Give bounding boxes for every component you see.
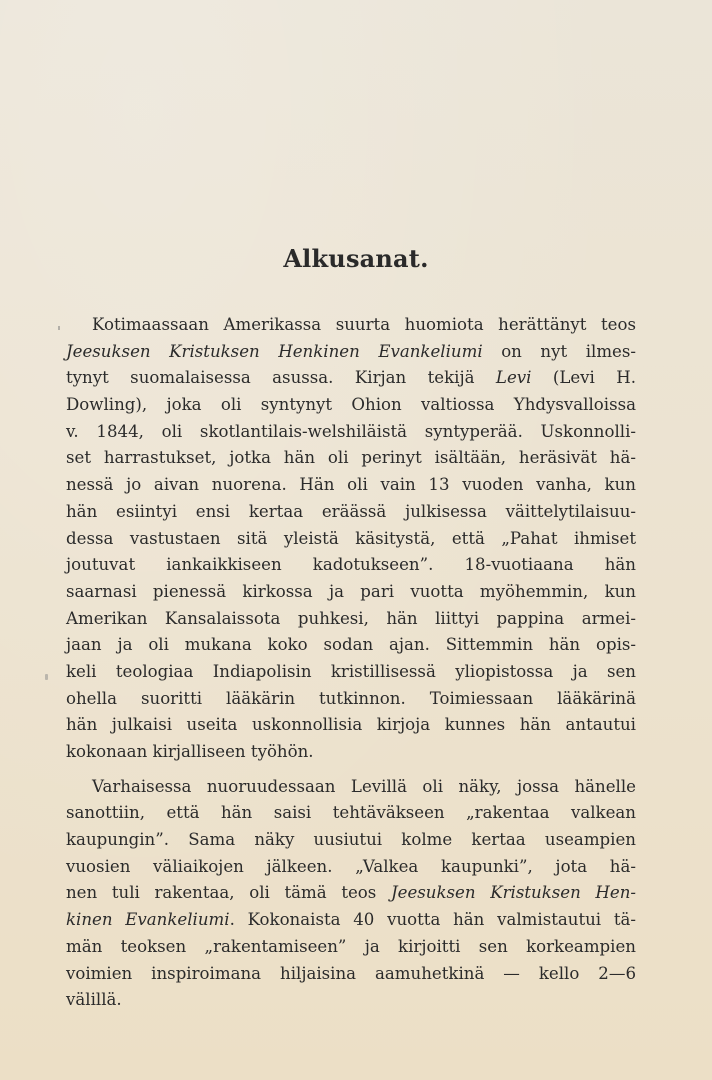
text-line [66,907,636,934]
text-line [66,827,636,854]
text-run: Amerikan Kansalaissota puhkesi, hän liittyi pappina armei- [66,608,636,628]
text-line [66,365,636,392]
text-run: . Kokonaista 40 vuotta hän valmistautui tä- [229,910,637,930]
text-run: set harrastukset, jotka hän oli perinyt isältään, heräsivät hä- [66,448,636,468]
text-line [66,934,636,961]
text-run: on nyt ilmes- [482,341,636,361]
text-line [66,445,636,472]
text-run: sanottiin, että hän saisi tehtäväkseen „rakentaa valkean [66,803,636,823]
text-run: jaan ja oli mukana koko sodan ajan. Sittemmin hän opis- [66,635,636,655]
text-line [66,632,636,659]
text-line [66,961,636,988]
italic-title-text: Jeesuksen Kristuksen Henkinen Evankeliumi [66,341,483,361]
body-text [66,312,636,1014]
text-line [66,606,636,633]
text-line [66,339,636,366]
text-line [66,987,636,1014]
text-line [66,419,636,446]
text-line [66,526,636,553]
text-run: hän esiintyi ensi kertaa eräässä julkisessa väittelytilaisuu- [66,501,636,521]
text-run: Varhaisessa nuoruudessaan Levillä oli näky, jossa hänelle [92,776,636,796]
text-run: hän julkaisi useita uskonnollisia kirjoja kunnes hän antautui [66,715,636,735]
margin-speck [45,674,48,680]
margin-speck [58,326,60,330]
text-line [66,659,636,686]
text-line [66,712,636,739]
text-line [66,499,636,526]
text-run: joutuvat iankaikkiseen kadotukseen”. 18-vuotiaana hän [66,555,636,575]
text-line [66,392,636,419]
text-run: saarnasi pienessä kirkossa ja pari vuotta myöhemmin, kun [66,581,636,601]
italic-title-text: Jeesuksen Kristuksen Hen- [390,883,637,903]
text-run: välillä. [66,990,122,1010]
text-line [66,854,636,881]
text-run: nen tuli rakentaa, oli tämä teos [66,883,391,903]
text-run: kokonaan kirjalliseen työhön. [66,742,314,761]
text-line [66,800,636,827]
text-run: voimien inspiroimana hiljaisina aamuhetkinä — kello 2—6 [66,963,636,983]
text-line [66,880,636,907]
text-run: kaupungin”. Sama näky uusiutui kolme kertaa useampien [66,830,636,850]
text-run: Dowling), joka oli syntynyt Ohion valtiossa Yhdysvalloissa [66,395,636,415]
text-run: dessa vastustaen sitä yleistä käsitystä, että „Pahat ihmiset [66,528,636,548]
text-run: keli teologiaa Indiapolisin kristillisessä yliopistossa ja sen [66,661,636,681]
text-run: ohella suoritti lääkärin tutkinnon. Toimiessaan lääkärinä [66,688,636,708]
page-title: Alkusanat. [283,244,429,273]
text-line [66,312,636,339]
paragraph-vision [66,774,636,1014]
text-line [66,552,636,579]
text-run: Kotimaassaan Amerikassa suurta huomiota herättänyt teos [92,315,636,334]
text-run: (Levi H. [531,368,636,388]
italic-title-text: Levi [495,368,532,388]
paragraph-intro [66,312,636,766]
text-run: nessä jo aivan nuorena. Hän oli vain 13 vuoden vanha, kun [66,475,636,495]
text-run: tynyt suomalaisessa asussa. Kirjan tekijä [66,368,496,388]
text-line [66,686,636,713]
text-line [66,774,636,801]
text-run: v. 1844, oli skotlantilais-welshiläistä syntyperää. Uskonnolli- [66,421,636,441]
text-run: män teoksen „rakentamiseen” ja kirjoitti sen korkeampien [66,936,636,956]
text-line [66,739,636,766]
text-line [66,472,636,499]
italic-title-text: kinen Evankeliumi [66,910,230,930]
text-run: vuosien väliaikojen jälkeen. „Valkea kaupunki”, jota hä- [66,856,636,876]
text-line [66,579,636,606]
